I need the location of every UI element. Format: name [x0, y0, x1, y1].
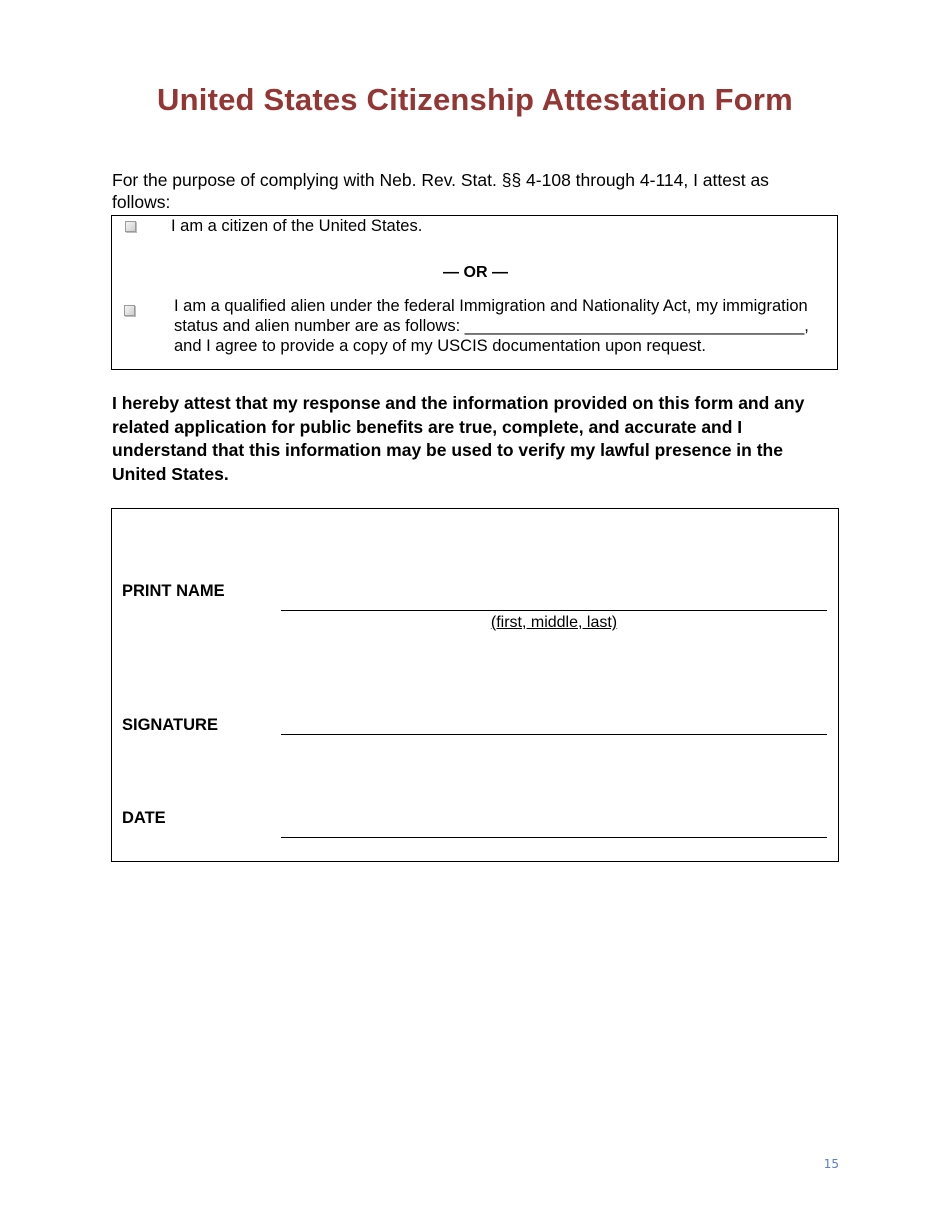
signature-field[interactable] [281, 734, 827, 735]
citizen-option-label: I am a citizen of the United States. [171, 217, 423, 235]
or-separator: — OR — [443, 264, 508, 281]
qualified-alien-checkbox[interactable] [124, 305, 135, 316]
uscis-agreement-text: and I agree to provide a copy of my USCIS documentation upon request. [174, 337, 706, 355]
intro-text: For the purpose of complying with Neb. Rev. Stat. §§ 4-108 through 4-114, I attest as follows: [112, 170, 769, 212]
print-name-label: PRINT NAME [122, 582, 225, 600]
qualified-alien-text: I am a qualified alien under the federal Immigration and Nationality Act, my immigration status and alien number are as follows: _____________________________________, [174, 297, 809, 335]
status-choice-box [111, 215, 838, 370]
print-name-field[interactable] [281, 610, 827, 611]
attestation-statement: I hereby attest that my response and the information provided on this form and any related application for public benefits are true, complete, and accurate and I understand that this information may be used to verify my lawful presence in the United States. [112, 393, 805, 484]
form-title: United States Citizenship Attestation Form [157, 82, 793, 117]
print-name-hint: (first, middle, last) [490, 614, 618, 631]
signature-label: SIGNATURE [122, 716, 218, 734]
signature-block [111, 508, 839, 862]
date-label: DATE [122, 809, 166, 827]
page-number: 15 [823, 1157, 839, 1171]
qualified-alien-option-label [174, 296, 834, 356]
citizen-checkbox[interactable] [125, 221, 136, 232]
date-field[interactable] [281, 837, 827, 838]
